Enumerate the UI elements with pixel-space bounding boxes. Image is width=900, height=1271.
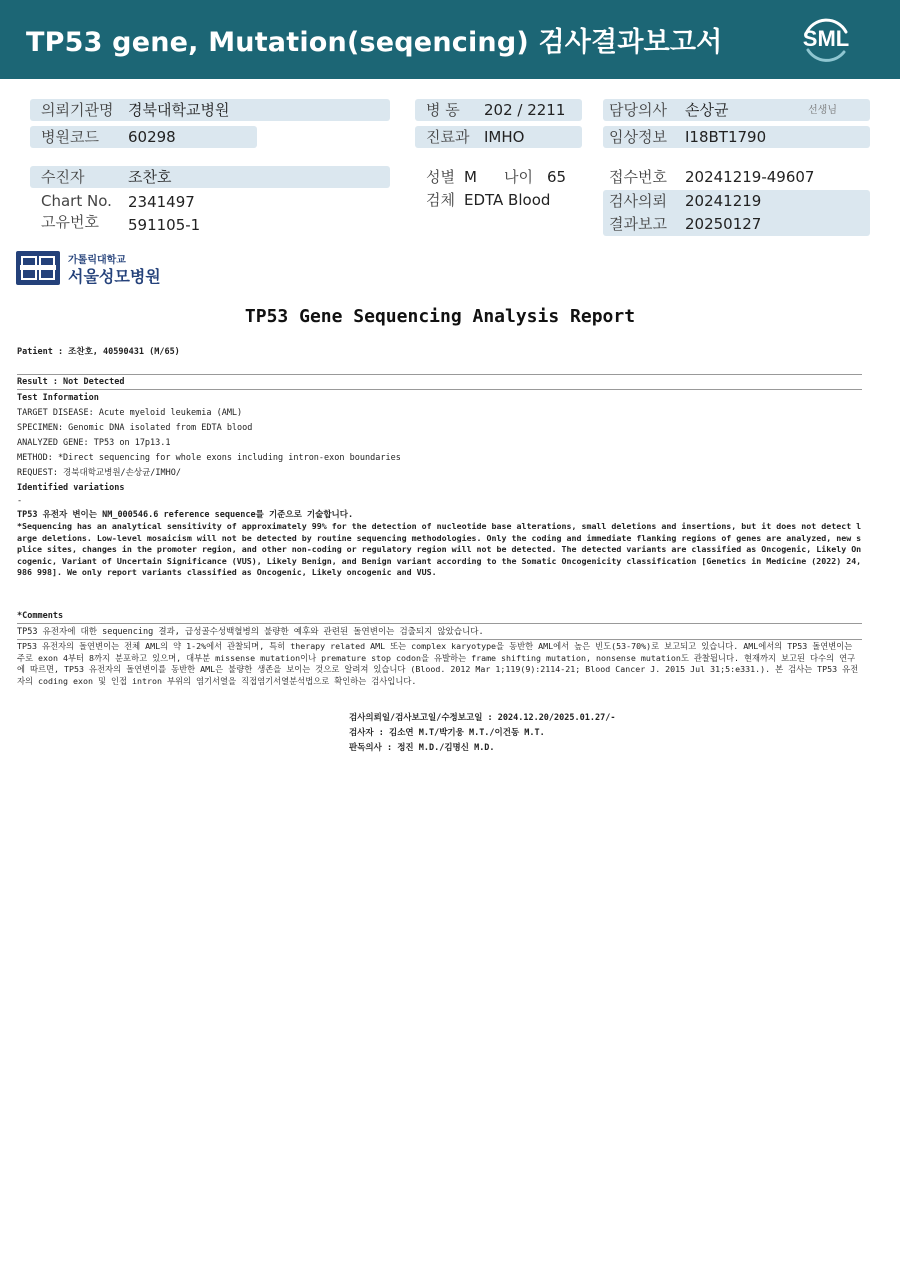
- institution-value: 경북대학교병원: [128, 101, 230, 119]
- specimen-label: 검체: [426, 191, 455, 209]
- reader-line: 판독의사 : 정진 M.D./김명신 M.D.: [349, 743, 495, 753]
- doctor-label: 담당의사: [609, 101, 667, 119]
- uid-label: 고유번호: [41, 213, 99, 231]
- result-bottom-rule: [17, 389, 862, 390]
- sml-logo: [798, 12, 854, 68]
- hospital-code-label: 병원코드: [41, 128, 99, 146]
- specimen-line: SPECIMEN: Genomic DNA isolated from EDTA blood: [17, 423, 253, 433]
- chart-label: Chart No.: [41, 192, 112, 210]
- dept-value: IMHO: [484, 128, 525, 146]
- target-disease: TARGET DISEASE: Acute myeloid leukemia (AML): [17, 408, 243, 418]
- clinical-label: 임상정보: [609, 128, 667, 146]
- comments-rule: [17, 623, 862, 624]
- result-line: Result : Not Detected: [17, 377, 125, 387]
- uid-value: 591105-1: [128, 216, 201, 234]
- receipt-label: 접수번호: [609, 168, 667, 186]
- hospital-emblem-icon: [16, 251, 60, 285]
- doctor-value: 손상균: [685, 101, 729, 119]
- age-value: 65: [547, 168, 567, 186]
- report-date-label: 결과보고: [609, 215, 667, 233]
- identified-dash: -: [17, 496, 23, 506]
- hospital-logo: [16, 251, 166, 287]
- hospital-logo-university: 가톨릭대학교: [68, 255, 126, 266]
- report-header: [0, 0, 900, 79]
- tester-line: 검사자 : 김소연 M.T/박기웅 M.T./이건동 M.T.: [349, 728, 545, 738]
- sequencing-note: *Sequencing has an analytical sensitivity of approximately 99% for the detection of nucleotide base alterations, small deletions and insertions, but it does not detect large deletions. Low-level mosaicism will not be detected by routine sequencing methodologies. Only the coding and immediate flanking regions of genes are analyzed, new splice sites, changes in the promoter region, and other non-coding or regulatory region will not be detected. The detected variants are classified as Oncogenic, Likely Oncogenic, Variant of Uncertain Significance (VUS), Likely Benign, and Benign variant according to the Somatic Oncogenicity classification [Genetics in Medicine (2022) 24, 986 998]. We only report variants classified as Oncogenic, Likely oncogenic and VUS.: [17, 521, 862, 578]
- dept-label: 진료과: [426, 128, 470, 146]
- sex-value: M: [464, 168, 477, 186]
- hospital-logo-name: 서울성모병원: [68, 267, 161, 286]
- comment-2: TP53 유전자의 돌연변이는 전체 AML의 약 1-2%에서 관찰되며, 특히 therapy related AML 또는 complex karyotype을 동반한 AML에서 높은 빈도(53-70%)로 보고되고 있습니다. AML에서의 TP53 돌연변이는 주로 exon 4부터 8까지 분포하고 있으며, 대부분 missense mutation이나 premature stop codon을 유발하는 frame shifting mutation, nonsense mutation도 관찰됩니다. 현재까지 보고된 다수의 연구에 따르면, TP53 유전자의 돌연변이를 동반한 AML은 불량한 생존을 보이는 것으로 알려져 있습니다 (Blood. 2012 Mar 1;119(9):2114-21; Blood Cancer J. 2015 Jul 31;5:e331.). 본 검사는 TP53 유전자의 coding exon 및 인접 intron 부위의 염기서열을 직접염기서열분석법으로 확인하는 검사입니다.: [17, 641, 859, 686]
- request-label: 검사의뢰: [609, 192, 667, 210]
- method-line: METHOD: *Direct sequencing for whole exons including intron-exon boundaries: [17, 453, 401, 463]
- analyzed-gene: ANALYZED GENE: TP53 on 17p13.1: [17, 438, 171, 448]
- clinical-value: I18BT1790: [685, 128, 767, 146]
- receipt-value: 20241219-49607: [685, 168, 815, 186]
- report-date-value: 20250127: [685, 215, 762, 233]
- report-header-title: TP53 gene, Mutation(seqencing) 검사결과보고서: [26, 27, 723, 58]
- patient-label: 수진자: [41, 168, 85, 186]
- doctor-suffix: 선생님: [808, 105, 837, 116]
- sex-label: 성별: [426, 168, 455, 186]
- patient-value: 조찬호: [128, 168, 172, 186]
- patient-line: Patient : 조찬호, 40590431 (M/65): [17, 347, 180, 357]
- ward-label: 병 동: [426, 101, 460, 119]
- institution-label: 의뢰기관명: [41, 101, 114, 119]
- result-top-rule: [17, 374, 862, 375]
- reference-note: TP53 유전자 변이는 NM_000546.6 reference sequence를 기준으로 기술합니다.: [17, 510, 354, 520]
- comment-1-rule: [17, 639, 862, 640]
- age-label: 나이: [504, 168, 533, 186]
- chart-value: 2341497: [128, 193, 195, 211]
- sml-logo-text: SML: [802, 26, 850, 51]
- request-line: REQUEST: 경북대학교병원/손상균/IMHO/: [17, 468, 181, 478]
- report-dates: 검사의뢰일/검사보고일/수정보고일 : 2024.12.20/2025.01.27/-: [349, 713, 616, 723]
- ward-value: 202 / 2211: [484, 101, 566, 119]
- hospital-code-value: 60298: [128, 128, 176, 146]
- identified-heading: Identified variations: [17, 483, 125, 493]
- test-info-heading: Test Information: [17, 393, 99, 403]
- specimen-value: EDTA Blood: [464, 191, 551, 209]
- comments-heading: *Comments: [17, 611, 64, 621]
- request-value: 20241219: [685, 192, 762, 210]
- report-title: TP53 Gene Sequencing Analysis Report: [244, 306, 636, 327]
- comment-1: TP53 유전자에 대한 sequencing 결과, 급성골수성백혈병의 불량한 예후와 관련된 돌연변이는 검출되지 않았습니다.: [17, 627, 484, 637]
